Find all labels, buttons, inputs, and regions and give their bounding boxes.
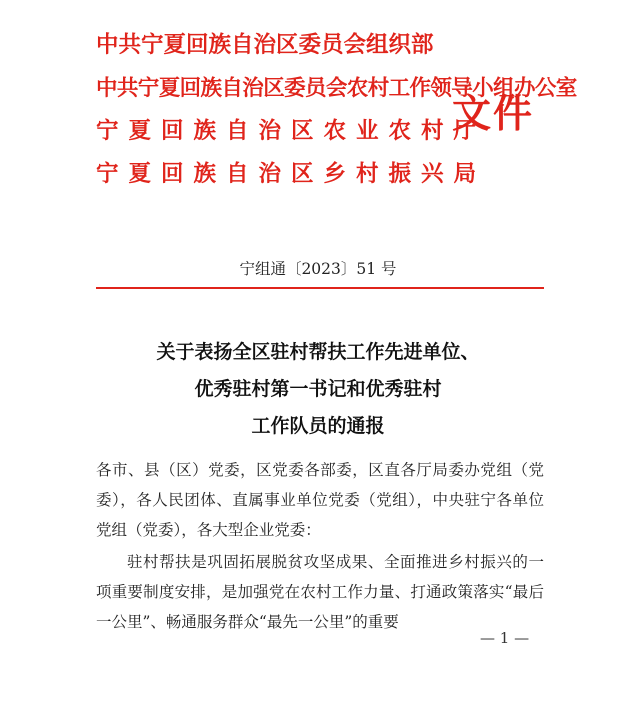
title-line-2: 优秀驻村第一书记和优秀驻村 xyxy=(194,378,442,400)
issuer-rural-revitalization-bureau: 宁夏回族自治区乡村振兴局 xyxy=(96,161,487,187)
document-body xyxy=(96,455,544,637)
page-number: — 1 — xyxy=(480,629,530,647)
body-paragraph-1: 驻村帮扶是巩固拓展脱贫攻坚成果、全面推进乡村振兴的一项重要制度安排，是加强党在农村工作力量、打通政策落实“最后一公里”、畅通服务群众“最先一公里”的重要 xyxy=(96,553,544,631)
title-line-3: 工作队员的通报 xyxy=(251,415,385,437)
addressee-paragraph: 各市、县（区）党委，区党委各部委，区直各厅局委办党组（党委），各人民团体、直属事业单位党委（党组），中央驻宁各单位党组（党委），各大型企业党委： xyxy=(96,461,544,539)
issuer-agriculture-department: 宁夏回族自治区农业农村厅 xyxy=(96,118,487,144)
issuer-organization-department: 中共宁夏回族自治区委员会组织部 xyxy=(96,32,434,58)
document-number: 宁组通〔2023〕51 号 xyxy=(239,260,397,278)
issuer-rural-work-office: 中共宁夏回族自治区委员会农村工作领导小组办公室 xyxy=(96,76,577,101)
title-line-1: 关于表扬全区驻村帮扶工作先进单位、 xyxy=(156,341,480,363)
red-divider-line xyxy=(96,287,544,289)
document-label: 文件 xyxy=(452,91,535,137)
document-title xyxy=(0,334,636,445)
